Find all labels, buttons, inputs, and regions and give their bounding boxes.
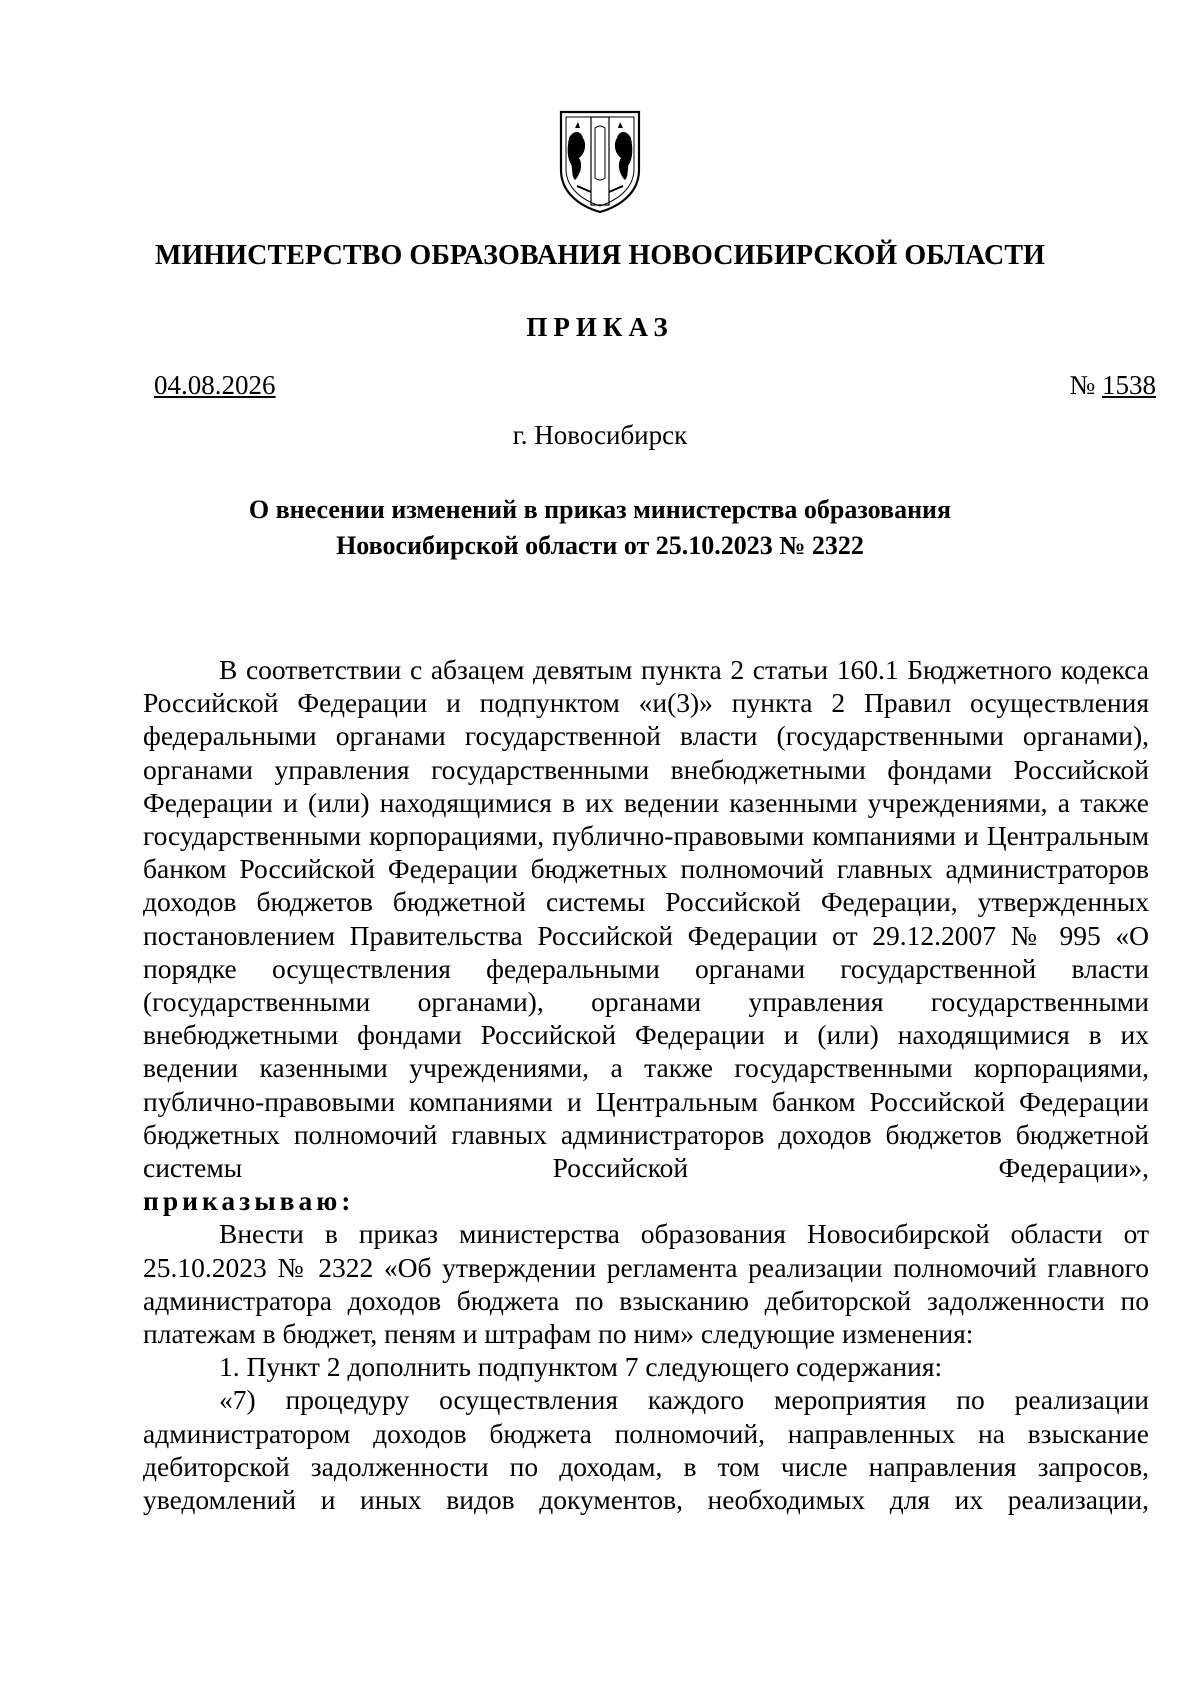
order-date: 04.08.2026 xyxy=(154,370,276,400)
subject-line-2: Новосибирской области от 25.10.2023 № 2322 xyxy=(336,531,864,560)
document-type: ПРИКАЗ xyxy=(526,312,674,342)
item-1-text: «7) процедуру осуществления каждого мероприятия по реализации администратором доходов бюджета полномочий, направленных на взыскание дебиторской задолженности по доходам, в том числе направления запросов, уведомлений и иных видов документов, необходимых для их реализации, xyxy=(143,1384,1149,1516)
subject-line-1: О внесении изменений в приказ министерства образования xyxy=(248,495,952,524)
number-value: 1538 xyxy=(1102,370,1156,400)
number-prefix: № xyxy=(1069,370,1102,400)
order-subject xyxy=(150,492,1050,564)
city: г. Новосибирск xyxy=(512,420,688,450)
order-number xyxy=(1069,370,1156,401)
order-word: приказываю: xyxy=(143,1185,355,1217)
paragraph-1: Внести в приказ министерства образования Новосибирской области от 25.10.2023 № 2322 «Об утверждении регламента реализации полномочий главного администратора доходов бюджета по взысканию дебиторской задолженности по платежам в бюджет, пеням и штрафам по ним» следующие изменения: xyxy=(143,1218,1149,1350)
item-1: 1. Пункт 2 дополнить подпунктом 7 следующего содержания: xyxy=(219,1351,943,1383)
preamble-paragraph: В соответствии с абзацем девятым пункта 2 статьи 160.1 Бюджетного кодекса Российской Федерации и подпунктом «и(3)» пункта 2 Правил осуществления федеральными органами государственной власти (государственными органами), органами управления государственными внебюджетными фондами Российской Федерации и (или) находящимися в их ведении казенными учреждениями, а также государственными корпорациями, публично-правовыми компаниями и Центральным банком Российской Федерации бюджетных полномочий главных администраторов доходов бюджетов бюджетной системы Российской Федерации, утвержденных постановлением Правительства Российской Федерации от 29.12.2007 № 995 «О порядке осуществления федеральными органами государственной власти (государственными органами), органами управления государственными внебюджетными фондами Российской Федерации и (или) находящимися в их ведении казенными учреждениями, а также государственными корпорациями, публично-правовыми компаниями и Центральным банком Российской Федерации бюджетных полномочий главных администраторов доходов бюджетов бюджетной системы Российской Федерации», xyxy=(143,654,1149,1184)
ministry-name: МИНИСТЕРСТВО ОБРАЗОВАНИЯ НОВОСИБИРСКОЙ ОБЛАСТИ xyxy=(155,240,1045,271)
order-body xyxy=(143,653,1149,1516)
coat-of-arms-emblem xyxy=(557,108,643,214)
